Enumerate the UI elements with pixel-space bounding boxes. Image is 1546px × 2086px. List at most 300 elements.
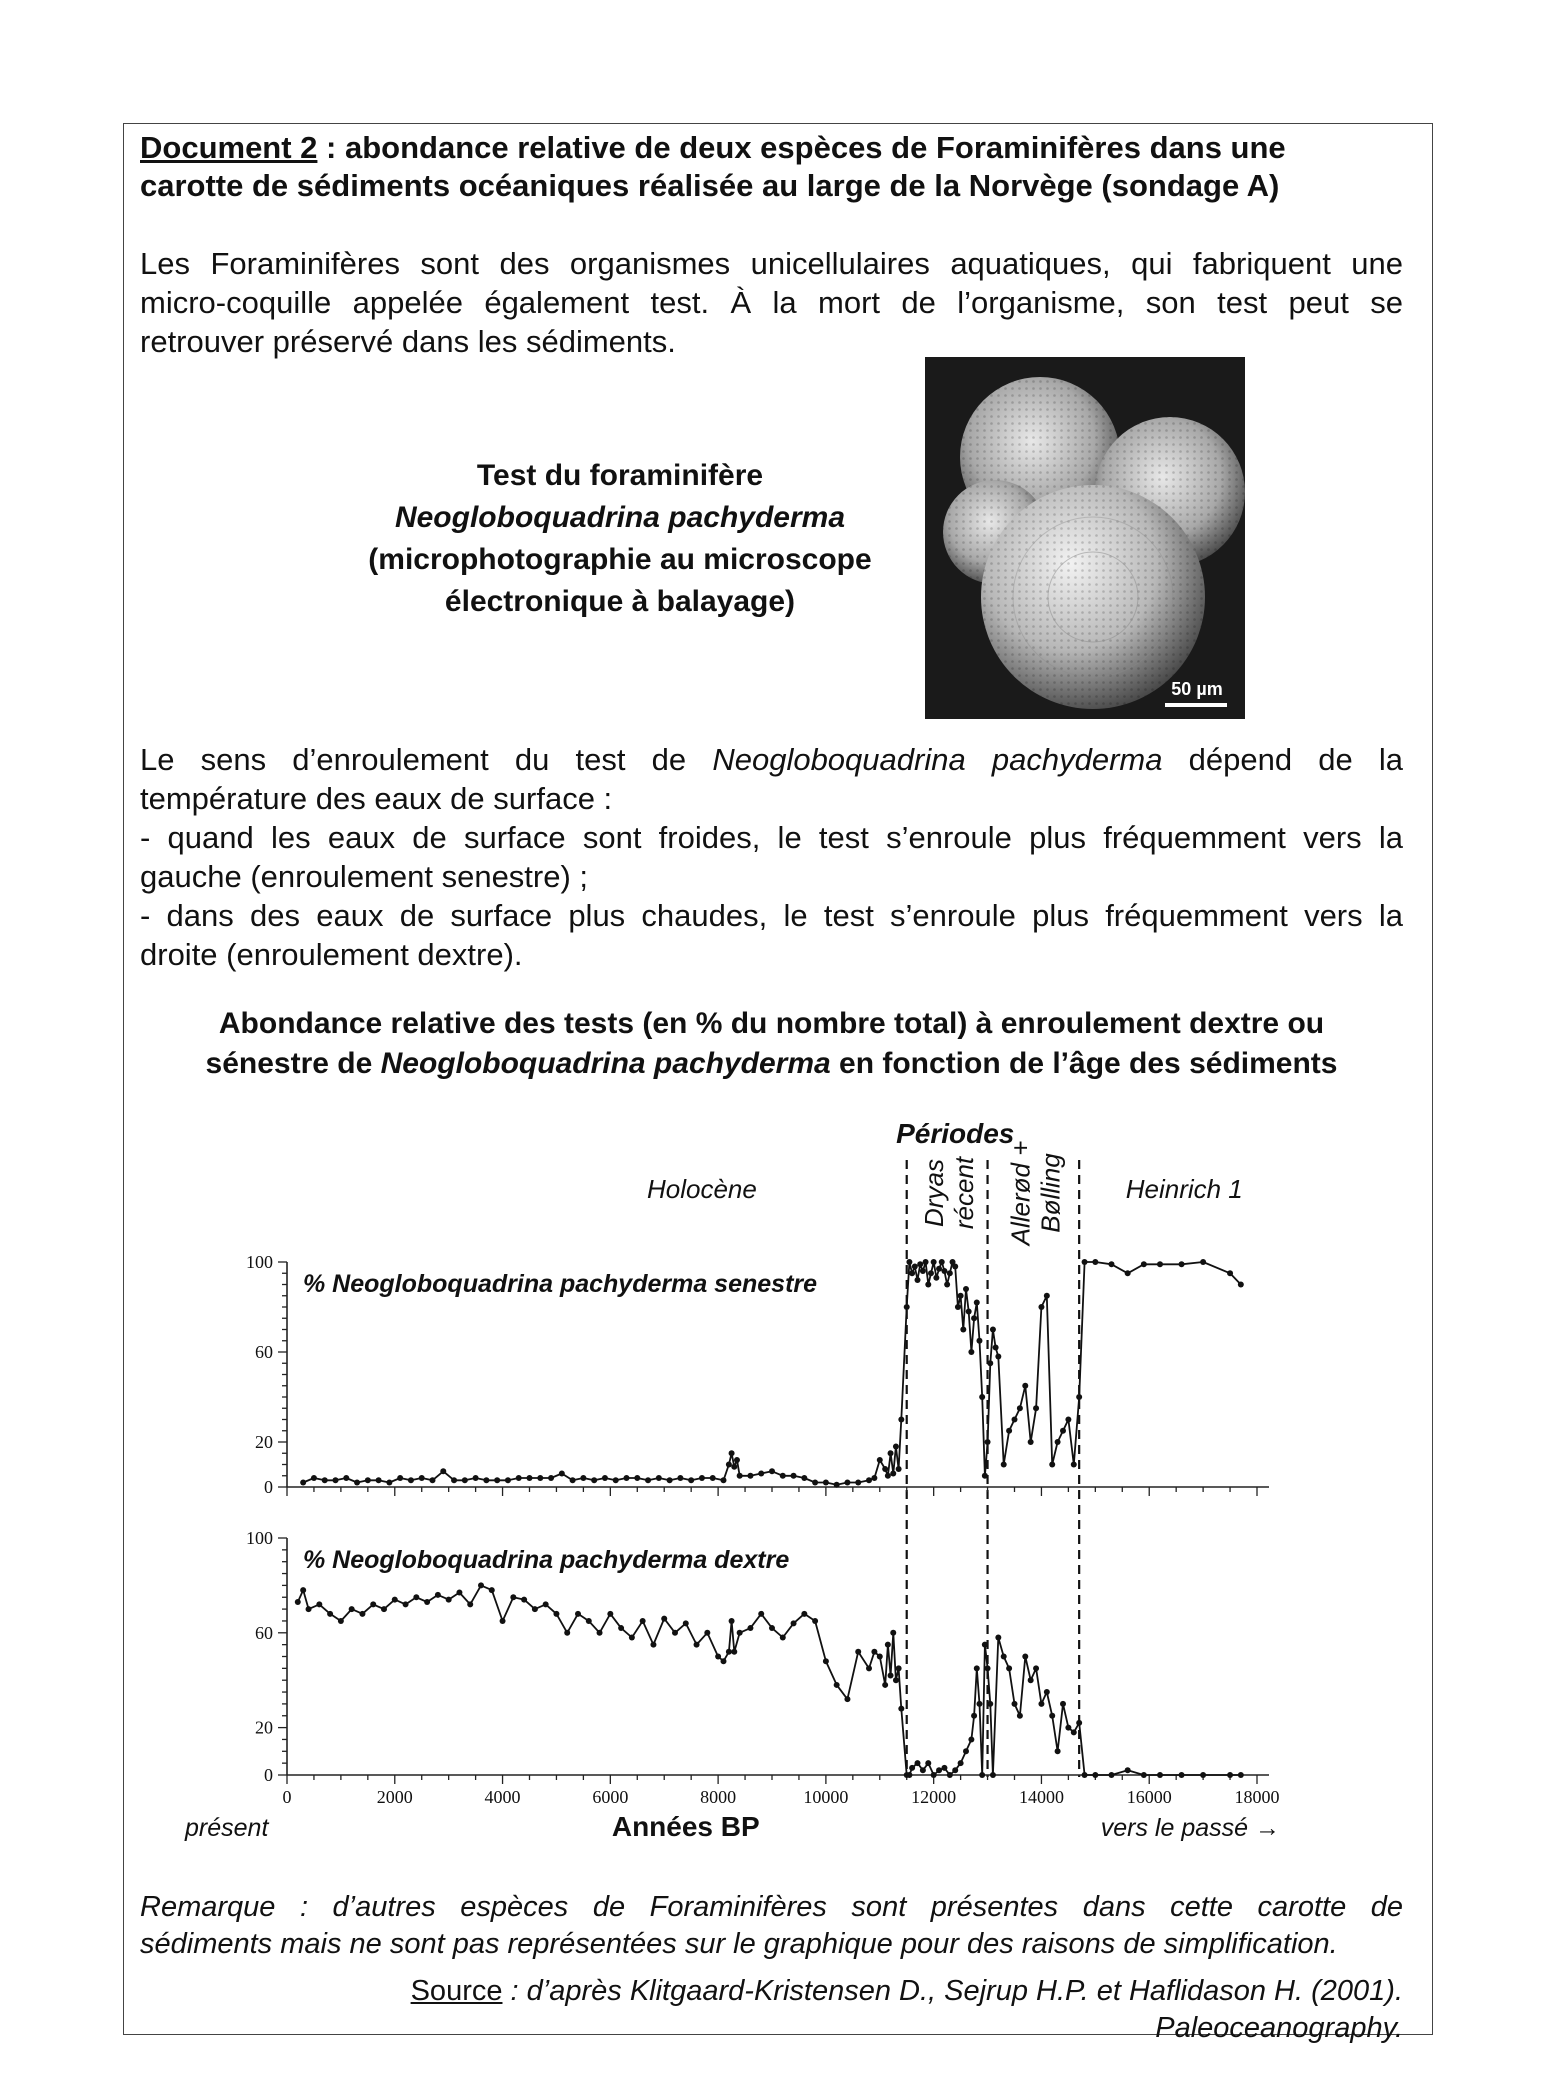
data-point bbox=[1017, 1713, 1023, 1719]
remark-line: Remarque : d’autres espèces de Foraminifères sont présentes dans cette carotte de bbox=[140, 1891, 1403, 1923]
data-point bbox=[979, 1772, 985, 1778]
y-tick-label: 100 bbox=[246, 1528, 273, 1548]
caption-line: (microphotographie au microscope bbox=[368, 543, 872, 576]
data-point bbox=[882, 1682, 888, 1688]
data-point bbox=[1141, 1772, 1147, 1778]
data-point bbox=[591, 1477, 597, 1483]
data-point bbox=[381, 1606, 387, 1612]
data-point bbox=[990, 1327, 996, 1333]
data-point bbox=[634, 1475, 640, 1481]
data-point bbox=[941, 1765, 947, 1771]
data-point bbox=[936, 1266, 942, 1272]
intro-line: retrouver préservé dans les sédiments. bbox=[140, 324, 676, 359]
data-point bbox=[834, 1482, 840, 1488]
data-point bbox=[645, 1477, 651, 1483]
data-point bbox=[758, 1471, 764, 1477]
data-point bbox=[737, 1630, 743, 1636]
data-point bbox=[1071, 1462, 1077, 1468]
data-point bbox=[510, 1594, 516, 1600]
data-point bbox=[747, 1625, 753, 1631]
body-line: - quand les eaux de surface sont froides, le test s’enroule plus fréquemment vers la bbox=[140, 820, 1403, 855]
y-tick-label: 20 bbox=[255, 1432, 273, 1452]
data-point bbox=[866, 1665, 872, 1671]
x-tick-label: 16000 bbox=[1126, 1787, 1172, 1807]
document-title-line2: carotte de sédiments océaniques réalisée au large de la Norvège (sondage A) bbox=[140, 168, 1280, 203]
data-point bbox=[995, 1354, 1001, 1360]
data-point bbox=[521, 1597, 527, 1603]
data-point bbox=[413, 1594, 419, 1600]
data-point bbox=[586, 1618, 592, 1624]
data-point bbox=[1082, 1772, 1088, 1778]
source-label: Source bbox=[410, 1975, 503, 2007]
data-point bbox=[958, 1293, 964, 1299]
data-point bbox=[729, 1618, 735, 1624]
caption-line: Test du foraminifère bbox=[476, 459, 764, 492]
x-tick-label: 12000 bbox=[911, 1787, 957, 1807]
data-point bbox=[1141, 1261, 1147, 1267]
data-point bbox=[1049, 1713, 1055, 1719]
y-tick-label: 60 bbox=[255, 1622, 273, 1643]
data-point bbox=[1071, 1729, 1077, 1735]
data-point bbox=[985, 1439, 991, 1445]
data-point bbox=[403, 1601, 409, 1607]
scale-bar-label: 50 µm bbox=[1171, 679, 1223, 699]
data-point bbox=[882, 1466, 888, 1472]
data-point bbox=[613, 1477, 619, 1483]
x-tick-label: 2000 bbox=[376, 1787, 413, 1807]
data-point bbox=[553, 1611, 559, 1617]
data-point bbox=[1038, 1304, 1044, 1310]
body-line: gauche (enroulement senestre) ; bbox=[140, 859, 589, 894]
data-point bbox=[890, 1471, 896, 1477]
data-point bbox=[1055, 1748, 1061, 1754]
period-label-dryas: Dryasrécent bbox=[919, 1156, 980, 1230]
data-point bbox=[688, 1477, 694, 1483]
data-point bbox=[295, 1599, 301, 1605]
data-point bbox=[1022, 1383, 1028, 1389]
data-point bbox=[737, 1473, 743, 1479]
data-point bbox=[1179, 1772, 1185, 1778]
data-point bbox=[473, 1475, 479, 1481]
data-point bbox=[537, 1475, 543, 1481]
data-point bbox=[300, 1587, 306, 1593]
data-point bbox=[1038, 1701, 1044, 1707]
data-point bbox=[915, 1760, 921, 1766]
data-point bbox=[893, 1677, 899, 1683]
data-point bbox=[968, 1736, 974, 1742]
data-point bbox=[791, 1620, 797, 1626]
data-point bbox=[734, 1457, 740, 1463]
data-point bbox=[478, 1582, 484, 1588]
data-point bbox=[1006, 1665, 1012, 1671]
data-point bbox=[871, 1475, 877, 1481]
data-point bbox=[1092, 1772, 1098, 1778]
caption-species: Neogloboquadrina pachyderma bbox=[394, 501, 846, 534]
data-point bbox=[1238, 1772, 1244, 1778]
data-point bbox=[890, 1630, 896, 1636]
x-tick-label: 8000 bbox=[700, 1787, 737, 1807]
data-point bbox=[1049, 1462, 1055, 1468]
chart-heading bbox=[140, 1004, 1403, 1084]
data-point bbox=[995, 1635, 1001, 1641]
data-point bbox=[1125, 1767, 1131, 1773]
data-point bbox=[855, 1649, 861, 1655]
x-tick-label: 14000 bbox=[1018, 1787, 1064, 1807]
data-point bbox=[877, 1654, 883, 1660]
species-name: Neogloboquadrina pachyderma bbox=[712, 742, 1163, 777]
foraminifera-abundance-chart bbox=[140, 1105, 1280, 1865]
data-point bbox=[1044, 1293, 1050, 1299]
data-point bbox=[483, 1477, 489, 1483]
period-label-holocene: Holocène bbox=[647, 1174, 757, 1204]
data-point bbox=[430, 1477, 436, 1483]
data-point bbox=[801, 1611, 807, 1617]
data-point bbox=[925, 1282, 931, 1288]
data-point bbox=[1227, 1772, 1233, 1778]
source-line2: Paleoceanography. bbox=[1155, 2012, 1403, 2044]
data-point bbox=[365, 1477, 371, 1483]
data-point bbox=[931, 1772, 937, 1778]
data-point bbox=[446, 1597, 452, 1603]
data-point bbox=[974, 1300, 980, 1306]
data-point bbox=[1017, 1405, 1023, 1411]
document-title bbox=[140, 129, 1403, 167]
data-point bbox=[570, 1477, 576, 1483]
data-point bbox=[971, 1315, 977, 1321]
data-point bbox=[640, 1618, 646, 1624]
data-point bbox=[958, 1760, 964, 1766]
data-point bbox=[408, 1477, 414, 1483]
data-point bbox=[960, 1327, 966, 1333]
foraminifera-micrograph bbox=[925, 357, 1245, 719]
data-point bbox=[925, 1760, 931, 1766]
data-point bbox=[392, 1597, 398, 1603]
y-tick-label: 20 bbox=[255, 1717, 273, 1738]
data-point bbox=[982, 1473, 988, 1479]
data-point bbox=[993, 1345, 999, 1351]
data-point bbox=[1012, 1417, 1018, 1423]
data-point bbox=[1179, 1261, 1185, 1267]
x-tick-label: 0 bbox=[282, 1787, 292, 1807]
data-point bbox=[912, 1264, 918, 1270]
data-point bbox=[516, 1475, 522, 1481]
data-point bbox=[532, 1606, 538, 1612]
data-point bbox=[580, 1475, 586, 1481]
data-point bbox=[866, 1477, 872, 1483]
data-point bbox=[333, 1477, 339, 1483]
data-point bbox=[1028, 1677, 1034, 1683]
data-point bbox=[1227, 1270, 1233, 1276]
data-point bbox=[933, 1275, 939, 1281]
data-point bbox=[1238, 1282, 1244, 1288]
data-point bbox=[710, 1475, 716, 1481]
data-point bbox=[823, 1480, 829, 1486]
x-right-note: vers le passé → bbox=[1100, 1814, 1280, 1842]
data-point bbox=[896, 1466, 902, 1472]
data-point bbox=[338, 1618, 344, 1624]
data-point bbox=[885, 1642, 891, 1648]
data-point bbox=[976, 1338, 982, 1344]
data-point bbox=[909, 1270, 915, 1276]
period-label-allerod: Allerød +Bølling bbox=[1005, 1140, 1066, 1246]
data-point bbox=[435, 1592, 441, 1598]
data-point bbox=[1028, 1439, 1034, 1445]
data-point bbox=[871, 1649, 877, 1655]
data-point bbox=[888, 1450, 894, 1456]
data-point bbox=[898, 1706, 904, 1712]
data-point bbox=[990, 1772, 996, 1778]
source-line bbox=[140, 1973, 1403, 2010]
data-point bbox=[731, 1464, 737, 1470]
data-point bbox=[624, 1475, 630, 1481]
data-point bbox=[1082, 1259, 1088, 1265]
caption-line: électronique à balayage) bbox=[444, 585, 796, 618]
data-point bbox=[982, 1642, 988, 1648]
data-point bbox=[931, 1259, 937, 1265]
body-line-1 bbox=[140, 741, 1403, 779]
remark-line: sédiments mais ne sont pas représentées sur le graphique pour des raisons de simplification. bbox=[140, 1928, 1338, 1960]
data-point bbox=[906, 1259, 912, 1265]
data-point bbox=[629, 1635, 635, 1641]
data-point bbox=[1200, 1772, 1206, 1778]
data-point bbox=[494, 1477, 500, 1483]
data-point bbox=[968, 1349, 974, 1355]
data-point bbox=[966, 1309, 972, 1315]
data-point bbox=[1076, 1720, 1082, 1726]
intro-line: micro-coquille appelée également test. À la mort de l’organisme, son test peut se bbox=[140, 285, 1403, 320]
y-tick-label: 60 bbox=[255, 1342, 273, 1362]
data-point bbox=[920, 1268, 926, 1274]
data-point bbox=[769, 1468, 775, 1474]
data-point bbox=[359, 1611, 365, 1617]
data-point bbox=[974, 1665, 980, 1671]
figure-caption bbox=[340, 455, 900, 623]
data-point bbox=[548, 1475, 554, 1481]
data-point bbox=[661, 1616, 667, 1622]
heading-text: en fonction de l’âge des sédiments bbox=[830, 1047, 1338, 1080]
data-point bbox=[721, 1658, 727, 1664]
data-point bbox=[928, 1270, 934, 1276]
data-point bbox=[906, 1772, 912, 1778]
data-point bbox=[987, 1701, 993, 1707]
data-point bbox=[327, 1611, 333, 1617]
series-line bbox=[298, 1585, 1241, 1775]
data-point bbox=[397, 1475, 403, 1481]
data-point bbox=[801, 1475, 807, 1481]
data-point bbox=[311, 1475, 317, 1481]
data-point bbox=[923, 1259, 929, 1265]
data-point bbox=[1065, 1417, 1071, 1423]
periods-title: Périodes bbox=[896, 1118, 1015, 1149]
data-point bbox=[715, 1654, 721, 1660]
data-point bbox=[844, 1696, 850, 1702]
data-point bbox=[462, 1477, 468, 1483]
data-point bbox=[618, 1625, 624, 1631]
x-left-note: présent bbox=[185, 1814, 269, 1842]
data-point bbox=[823, 1658, 829, 1664]
data-point bbox=[386, 1480, 392, 1486]
data-point bbox=[834, 1682, 840, 1688]
data-point bbox=[971, 1713, 977, 1719]
data-point bbox=[909, 1765, 915, 1771]
data-point bbox=[575, 1611, 581, 1617]
data-point bbox=[306, 1606, 312, 1612]
data-point bbox=[683, 1620, 689, 1626]
data-point bbox=[456, 1590, 462, 1596]
data-point bbox=[915, 1277, 921, 1283]
data-point bbox=[726, 1649, 732, 1655]
data-point bbox=[888, 1672, 894, 1678]
data-point bbox=[597, 1630, 603, 1636]
data-point bbox=[1092, 1259, 1098, 1265]
data-point bbox=[747, 1473, 753, 1479]
data-point bbox=[1157, 1772, 1163, 1778]
data-point bbox=[1109, 1261, 1115, 1267]
body-line: température des eaux de surface : bbox=[140, 781, 613, 816]
data-point bbox=[944, 1282, 950, 1288]
data-point bbox=[667, 1477, 673, 1483]
data-point bbox=[963, 1748, 969, 1754]
data-point bbox=[677, 1475, 683, 1481]
data-point bbox=[780, 1473, 786, 1479]
data-point bbox=[780, 1635, 786, 1641]
heading-text: sénestre de bbox=[205, 1047, 381, 1080]
series-label: % Neogloboquadrina pachyderma senestre bbox=[303, 1270, 818, 1298]
data-point bbox=[1006, 1428, 1012, 1434]
data-point bbox=[316, 1601, 322, 1607]
data-point bbox=[1065, 1725, 1071, 1731]
data-point bbox=[896, 1665, 902, 1671]
data-point bbox=[527, 1475, 533, 1481]
data-point bbox=[812, 1480, 818, 1486]
body-text: dépend de la bbox=[1162, 742, 1404, 777]
data-point bbox=[505, 1477, 511, 1483]
data-point bbox=[877, 1457, 883, 1463]
data-point bbox=[699, 1475, 705, 1481]
chart-heading-line2 bbox=[140, 1044, 1403, 1084]
data-point bbox=[987, 1360, 993, 1366]
data-point bbox=[370, 1601, 376, 1607]
body-line: - dans des eaux de surface plus chaudes, le test s’enroule plus fréquemment vers la bbox=[140, 898, 1403, 933]
data-point bbox=[979, 1394, 985, 1400]
x-tick-label: 10000 bbox=[803, 1787, 849, 1807]
data-point bbox=[1033, 1405, 1039, 1411]
data-point bbox=[726, 1462, 732, 1468]
data-point bbox=[769, 1625, 775, 1631]
data-point bbox=[936, 1767, 942, 1773]
data-point bbox=[955, 1304, 961, 1310]
data-point bbox=[1033, 1665, 1039, 1671]
data-point bbox=[1076, 1394, 1082, 1400]
data-point bbox=[704, 1630, 710, 1636]
data-point bbox=[1012, 1701, 1018, 1707]
data-point bbox=[952, 1767, 958, 1773]
period-label-heinrich: Heinrich 1 bbox=[1125, 1174, 1243, 1204]
data-point bbox=[1001, 1654, 1007, 1660]
data-point bbox=[893, 1444, 899, 1450]
data-point bbox=[885, 1473, 891, 1479]
data-point bbox=[650, 1642, 656, 1648]
data-point bbox=[947, 1772, 953, 1778]
data-point bbox=[543, 1601, 549, 1607]
data-point bbox=[419, 1475, 425, 1481]
data-point bbox=[602, 1475, 608, 1481]
data-point bbox=[489, 1587, 495, 1593]
data-point bbox=[1001, 1462, 1007, 1468]
x-tick-label: 18000 bbox=[1234, 1787, 1280, 1807]
data-point bbox=[1060, 1428, 1066, 1434]
data-point bbox=[855, 1480, 861, 1486]
data-point bbox=[904, 1304, 910, 1310]
data-point bbox=[985, 1665, 991, 1671]
heading-species: Neogloboquadrina pachyderma bbox=[380, 1047, 831, 1080]
data-point bbox=[721, 1477, 727, 1483]
x-axis-label: Années BP bbox=[611, 1811, 760, 1842]
data-point bbox=[607, 1611, 613, 1617]
y-tick-label: 100 bbox=[246, 1252, 273, 1272]
data-point bbox=[844, 1480, 850, 1486]
series-label: % Neogloboquadrina pachyderma dextre bbox=[303, 1546, 790, 1574]
document-label: Document 2 bbox=[140, 130, 318, 165]
data-point bbox=[467, 1601, 473, 1607]
data-point bbox=[1109, 1772, 1115, 1778]
x-tick-label: 4000 bbox=[484, 1787, 521, 1807]
document-title-rest: : abondance relative de deux espèces de Foraminifères dans une bbox=[317, 130, 1286, 165]
data-point bbox=[1055, 1439, 1061, 1445]
data-point bbox=[440, 1468, 446, 1474]
data-point bbox=[941, 1268, 947, 1274]
data-point bbox=[349, 1606, 355, 1612]
data-point bbox=[343, 1475, 349, 1481]
scale-bar bbox=[1165, 703, 1227, 707]
data-point bbox=[559, 1471, 565, 1477]
y-tick-label: 0 bbox=[264, 1477, 273, 1497]
data-point bbox=[1125, 1270, 1131, 1276]
data-point bbox=[300, 1480, 306, 1486]
body-text: Le sens d’enroulement du test de bbox=[140, 742, 713, 777]
data-point bbox=[1157, 1261, 1163, 1267]
data-point bbox=[424, 1599, 430, 1605]
x-tick-label: 6000 bbox=[592, 1787, 629, 1807]
data-point bbox=[1022, 1654, 1028, 1660]
data-point bbox=[952, 1264, 958, 1270]
data-point bbox=[731, 1649, 737, 1655]
data-point bbox=[898, 1417, 904, 1423]
data-point bbox=[694, 1642, 700, 1648]
data-point bbox=[500, 1618, 506, 1624]
source-text: : d’après Klitgaard-Kristensen D., Sejrup H.P. et Haflidason H. (2001). bbox=[502, 1975, 1403, 2007]
data-point bbox=[917, 1261, 923, 1267]
data-point bbox=[656, 1475, 662, 1481]
intro-line: Les Foraminifères sont des organismes unicellulaires aquatiques, qui fabriquent une bbox=[140, 246, 1403, 281]
data-point bbox=[564, 1630, 570, 1636]
data-point bbox=[1044, 1689, 1050, 1695]
data-point bbox=[1200, 1259, 1206, 1265]
data-point bbox=[791, 1473, 797, 1479]
data-point bbox=[354, 1480, 360, 1486]
data-point bbox=[947, 1270, 953, 1276]
data-point bbox=[376, 1477, 382, 1483]
body-line: droite (enroulement dextre). bbox=[140, 937, 523, 972]
data-point bbox=[729, 1450, 735, 1456]
data-point bbox=[963, 1286, 969, 1292]
data-point bbox=[920, 1767, 926, 1773]
data-point bbox=[451, 1477, 457, 1483]
y-tick-label: 0 bbox=[264, 1765, 273, 1785]
data-point bbox=[672, 1630, 678, 1636]
data-point bbox=[976, 1701, 982, 1707]
data-point bbox=[322, 1477, 328, 1483]
